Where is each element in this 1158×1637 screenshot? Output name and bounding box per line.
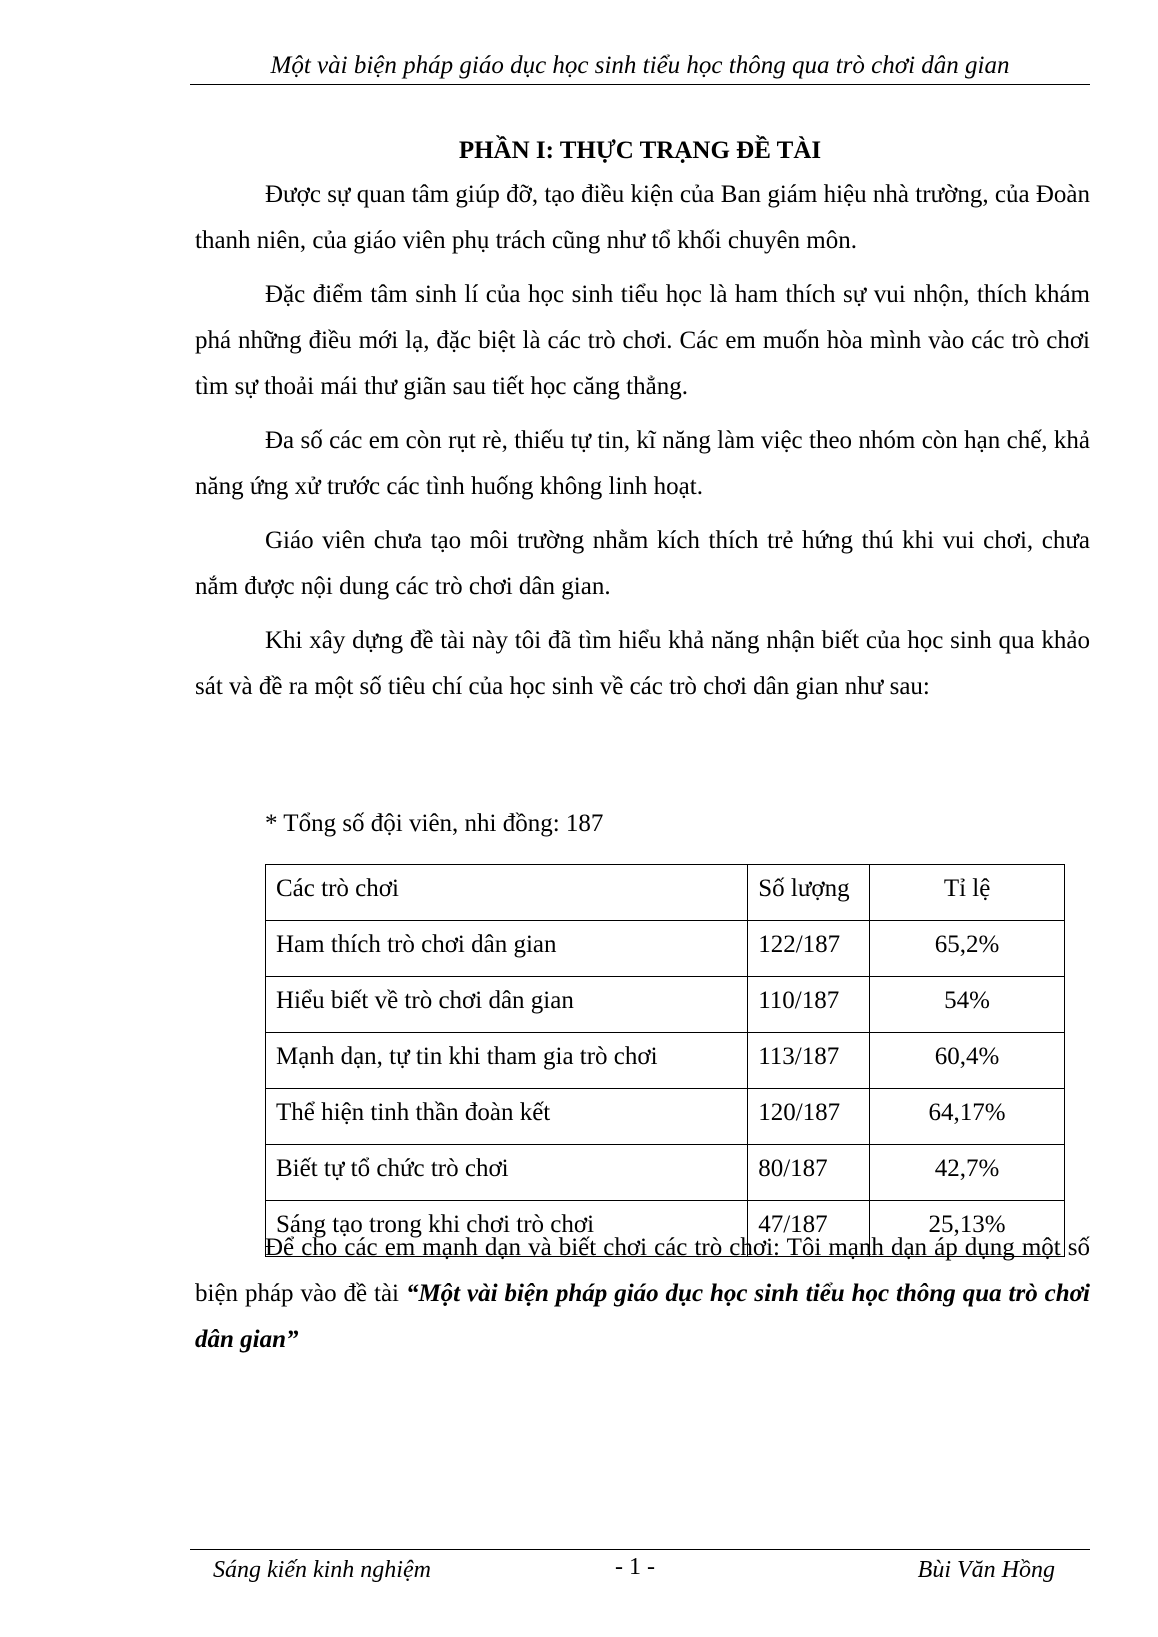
row-label: Thể hiện tinh thần đoàn kết (266, 1089, 748, 1145)
paragraph-4: Giáo viên chưa tạo môi trường nhằm kích thích trẻ hứng thú khi vui chơi, chưa nắm được nội dung các trò chơi dân gian. (195, 527, 1090, 600)
row-rate: 64,17% (870, 1089, 1065, 1145)
row-count: 120/187 (748, 1089, 870, 1145)
paragraph-5: Khi xây dựng đề tài này tôi đã tìm hiểu khả năng nhận biết của học sinh qua khảo sát và đề ra một số tiêu chí của học sinh về các trò chơi dân gian như sau: (195, 627, 1090, 700)
page-number: - 1 - (615, 1554, 655, 1580)
survey-table (265, 864, 1065, 1257)
paragraph-3: Đa số các em còn rụt rè, thiếu tự tin, kĩ năng làm việc theo nhóm còn hạn chế, khả năng ứng xử trước các tình huống không linh hoạt. (195, 427, 1090, 500)
row-count: 113/187 (748, 1033, 870, 1089)
closing-paragraph (195, 1225, 1090, 1363)
row-label: Mạnh dạn, tự tin khi tham gia trò chơi (266, 1033, 748, 1089)
row-label: Biết tự tổ chức trò chơi (266, 1145, 748, 1201)
footer-left-label: Sáng kiến kinh nghiệm (213, 1557, 431, 1583)
running-header: Một vài biện pháp giáo dục học sinh tiểu học thông qua trò chơi dân gian (270, 52, 1010, 79)
footer-author: Bùi Văn Hồng (917, 1557, 1055, 1583)
row-count: 80/187 (748, 1145, 870, 1201)
table-row (266, 1033, 1065, 1089)
row-rate: 65,2% (870, 921, 1065, 977)
row-count: 110/187 (748, 977, 870, 1033)
paragraph-1: Được sự quan tâm giúp đỡ, tạo điều kiện của Ban giám hiệu nhà trường, của Đoàn thanh niên, của giáo viên phụ trách cũng như tổ khối chuyên môn. (195, 181, 1090, 254)
row-label: Sáng tạo trong khi chơi trò chơi (266, 1201, 748, 1257)
header-cell-games: Các trò chơi (266, 865, 748, 921)
table-row (266, 1089, 1065, 1145)
table-row (266, 977, 1065, 1033)
header-cell-rate: Tỉ lệ (870, 865, 1065, 921)
row-label: Hiểu biết về trò chơi dân gian (266, 977, 748, 1033)
row-rate: 25,13% (870, 1201, 1065, 1257)
paragraph-2: Đặc điểm tâm sinh lí của học sinh tiểu học là ham thích sự vui nhộn, thích khám phá những điều mới lạ, đặc biệt là các trò chơi. Các em muốn hòa mình vào các trò chơi tìm sự thoải mái thư giãn sau tiết học căng thẳng. (195, 281, 1090, 400)
total-note: * Tổng số đội viên, nhi đồng: 187 (265, 810, 604, 837)
closing-text: Để cho các em mạnh dạn và biết chơi các trò chơi: Tôi mạnh dạn áp dụng một số biện pháp vào đề tài (195, 1234, 1090, 1307)
header-cell-count: Số lượng (748, 865, 870, 921)
row-rate: 60,4% (870, 1033, 1065, 1089)
table-row (266, 1145, 1065, 1201)
row-count: 122/187 (748, 921, 870, 977)
row-count: 47/187 (748, 1201, 870, 1257)
topic-title-emphasis: “Một vài biện pháp giáo dục học sinh tiểu học thông qua trò chơi dân gian” (195, 1280, 1090, 1353)
table-row (266, 921, 1065, 977)
row-rate: 42,7% (870, 1145, 1065, 1201)
table-header-row (266, 865, 1065, 921)
section-title: PHẦN I: THỰC TRẠNG ĐỀ TÀI (458, 137, 822, 164)
header-rule (190, 84, 1090, 85)
row-rate: 54% (870, 977, 1065, 1033)
row-label: Ham thích trò chơi dân gian (266, 921, 748, 977)
